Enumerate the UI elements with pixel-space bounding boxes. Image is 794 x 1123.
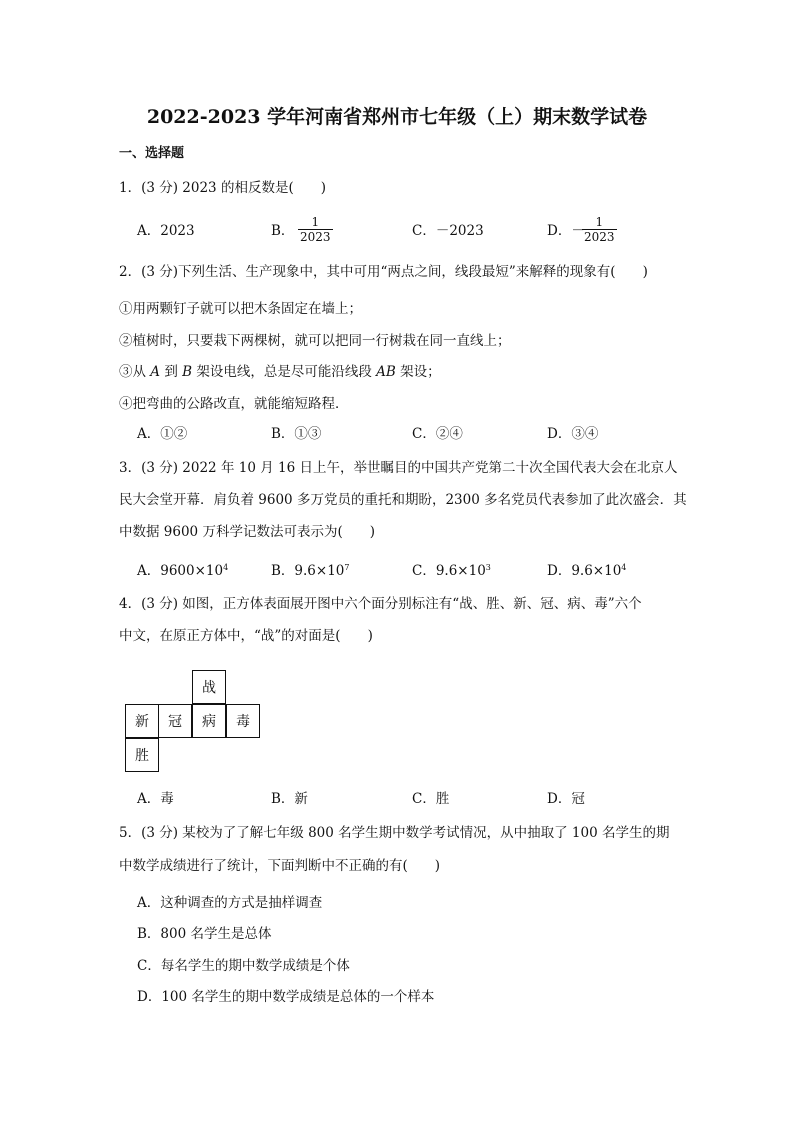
cube-face-xin: 新	[125, 704, 159, 738]
q2-option-a: A．①②	[137, 426, 188, 442]
q5-line-2: 中数学成绩进行了统计，下面判断中不正确的有( )	[119, 858, 441, 874]
q3-option-a: A．$9600\times 10^4$	[137, 563, 229, 579]
q1-b-numerator: 1	[311, 215, 320, 229]
q1-option-a: A．2023	[137, 223, 195, 239]
q1-option-b-label: B．	[271, 223, 295, 239]
q1-d-denominator: 2023	[584, 230, 615, 244]
q2-stem: 2．(3 分)下列生活、生产现象中，其中可用“两点之间，线段最短”来解释的现象有( )	[119, 264, 648, 280]
q3-line-1: 3．(3 分) 2022 年 10 月 16 日上午，举世瞩目的中国共产党第二十次全国代表大会在北京人	[119, 460, 678, 476]
q1-stem: 1．(3 分) 2023 的相反数是( )	[119, 180, 326, 196]
q5-option-a: A．这种调查的方式是抽样调查	[137, 895, 323, 911]
q1-b-denominator: 2023	[300, 230, 331, 244]
q1-option-c: C．－2023	[412, 223, 484, 239]
q1-d-numerator: 1	[595, 215, 604, 229]
q2-option-d: D．③④	[547, 426, 599, 442]
cube-face-guan: 冠	[158, 704, 192, 738]
cube-face-bing: 病	[192, 704, 226, 738]
q4-option-b: B．新	[271, 791, 308, 807]
q5-line-1: 5．(3 分) 某校为了了解七年级 800 名学生期中数学考试情况，从中抽取了 100 名学生的期	[119, 825, 670, 841]
q5-option-c: C．每名学生的期中数学成绩是个体	[137, 958, 350, 974]
q2-statement-2: ②植树时，只要栽下两棵树，就可以把同一行树栽在同一直线上；	[119, 333, 511, 349]
q2-statement-4: ④把弯曲的公路改直，就能缩短路程．	[119, 396, 349, 412]
q2-statement-3: ③从 A 到 B 架设电线，总是尽可能沿线段 AB 架设；	[119, 364, 441, 380]
q3-option-c: C．$9.6\times 10^3$	[412, 563, 491, 579]
q4-option-a: A．毒	[137, 791, 174, 807]
q5-option-b: B．800 名学生是总体	[137, 926, 272, 942]
q1-option-d-label: D．－	[547, 223, 585, 239]
q2-option-c: C．②④	[412, 426, 463, 442]
q4-line-1: 4．(3 分) 如图，正方体表面展开图中六个面分别标注有“战、胜、新、冠、病、毒”六个	[119, 596, 642, 612]
q5-option-d: D．100 名学生的期中数学成绩是总体的一个样本	[137, 989, 435, 1005]
q4-option-c: C．胜	[412, 791, 450, 807]
page-title: 2022-2023 学年河南省郑州市七年级（上）期末数学试卷	[146, 106, 648, 128]
q1-option-b-fraction	[298, 215, 333, 244]
cube-face-zhan: 战	[192, 670, 226, 704]
q4-line-2: 中文，在原正方体中，“战”的对面是( )	[119, 628, 373, 644]
q3-option-b: B．$9.6\times 10^7$	[271, 563, 350, 579]
q2-statement-1: ①用两颗钉子就可以把木条固定在墙上；	[119, 301, 362, 317]
q1-option-d-fraction	[582, 215, 617, 244]
cube-face-du: 毒	[226, 704, 260, 738]
q3-line-3: 中数据 9600 万科学记数法可表示为( )	[119, 524, 375, 540]
q3-line-2: 民大会堂开幕．肩负着 9600 多万党员的重托和期盼，2300 多名党员代表参加了此次盛会．其	[119, 492, 687, 508]
cube-face-sheng: 胜	[125, 738, 159, 772]
q2-option-b: B．①③	[271, 426, 322, 442]
section-heading: 一、选择题	[119, 146, 185, 161]
q3-option-d: D．$9.6\times 10^4$	[547, 563, 627, 579]
q4-option-d: D．冠	[547, 791, 585, 807]
